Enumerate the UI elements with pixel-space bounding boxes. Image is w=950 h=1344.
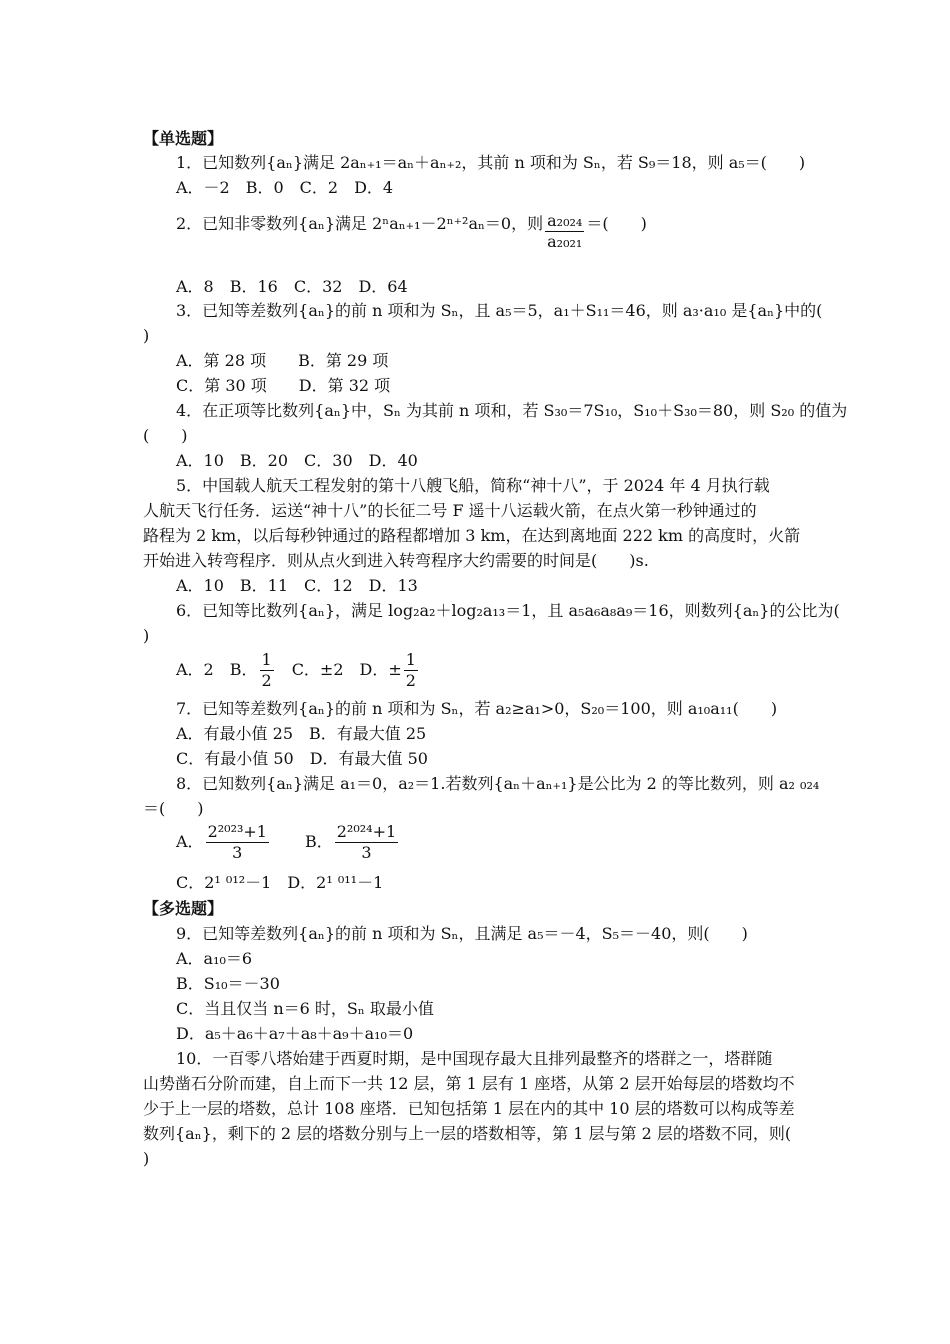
question-9-option-c: C．当且仅当 n＝6 时，Sₙ 取最小值 bbox=[176, 999, 434, 1018]
question-3-options-ab: A．第 28 项 B．第 29 项 bbox=[176, 351, 389, 370]
question-3-stem: 3．已知等差数列{aₙ}的前 n 项和为 Sₙ，且 a₅＝5，a₁＋S₁₁＝46，则 a₃·a₁₀ 是{aₙ}中的( bbox=[176, 301, 823, 320]
question-3-stem-cont: ) bbox=[143, 326, 150, 345]
question-2-stem-pre: 2．已知非零数列{aₙ}满足 2ⁿaₙ₊₁－2ⁿ⁺²aₙ＝0，则 bbox=[176, 214, 544, 233]
section-single-choice: 【单选题】 bbox=[143, 129, 224, 148]
question-9-option-b: B．S₁₀＝－30 bbox=[176, 974, 280, 993]
question-8-options-cd: C．2¹ ⁰¹²－1 D．2¹ ⁰¹¹－1 bbox=[176, 873, 384, 892]
fraction-denominator: a₂₀₂₁ bbox=[547, 232, 583, 251]
question-2-stem bbox=[176, 213, 647, 252]
question-6-stem-cont: ) bbox=[143, 626, 150, 645]
question-5-line-2: 人航天飞行任务．运送“神十八”的长征二号 F 遥十八运载火箭，在点火第一秒钟通过的 bbox=[143, 501, 757, 520]
fraction-denominator: 2 bbox=[405, 671, 416, 690]
one-half-fraction bbox=[260, 650, 274, 691]
question-8-options-ab bbox=[176, 822, 400, 863]
option-b-fraction bbox=[335, 822, 398, 863]
fraction-denominator: 3 bbox=[232, 843, 243, 862]
question-4-stem: 4．在正项等比数列{aₙ}中，Sₙ 为其前 n 项和，若 S₃₀＝7S₁₀，S₁₀＋S₃₀＝80，则 S₂₀ 的值为 bbox=[176, 401, 848, 420]
option-a-label: A． bbox=[176, 832, 204, 851]
question-3-options-cd: C．第 30 项 D．第 32 项 bbox=[176, 376, 391, 395]
question-10-line-2: 山势凿石分阶而建，自上而下一共 12 层，第 1 层有 1 座塔，从第 2 层开始每层的塔数均不 bbox=[143, 1074, 795, 1093]
question-10-line-4: 数列{aₙ}，剩下的 2 层的塔数分别与上一层的塔数相等，第 1 层与第 2 层的塔数不同，则( bbox=[143, 1124, 792, 1143]
question-4-options: A．10 B．20 C．30 D．40 bbox=[176, 451, 418, 470]
question-2-fraction bbox=[545, 211, 584, 252]
question-6-option-a: A．2 B． bbox=[176, 660, 258, 679]
question-8-stem-cont: ＝( ) bbox=[143, 799, 204, 818]
question-5-options: A．10 B．11 C．12 D．13 bbox=[176, 576, 418, 595]
question-10-line-3: 少于上一层的塔数，总计 108 座塔．已知包括第 1 层在内的其中 10 层的塔数可以构成等差 bbox=[143, 1099, 795, 1118]
section-multiple-choice: 【多选题】 bbox=[143, 899, 224, 918]
option-a-fraction bbox=[206, 822, 269, 863]
question-5-line-1: 5．中国载人航天工程发射的第十八艘飞船，简称“神十八”，于 2024 年 4 月执行载 bbox=[176, 476, 770, 495]
question-7-options-ab: A．有最小值 25 B．有最大值 25 bbox=[176, 724, 427, 743]
question-8-stem: 8．已知数列{aₙ}满足 a₁＝0，a₂＝1.若数列{aₙ＋aₙ₊₁}是公比为 2 的等比数列，则 a₂ ₀₂₄ bbox=[176, 774, 820, 793]
question-4-stem-cont: ( ) bbox=[143, 426, 188, 445]
question-6-stem: 6．已知等比数列{aₙ}，满足 log₂a₂＋log₂a₁₃＝1，且 a₅a₆a₈a₉＝16，则数列{aₙ}的公比为( bbox=[176, 601, 840, 620]
fraction-numerator: 1 bbox=[261, 650, 272, 669]
fraction-denominator: 3 bbox=[361, 843, 372, 862]
question-2-stem-post: ＝( ) bbox=[586, 214, 647, 233]
question-9-option-a: A．a₁₀＝6 bbox=[176, 949, 253, 968]
question-9-stem: 9．已知等差数列{aₙ}的前 n 项和为 Sₙ，且满足 a₅＝－4，S₅＝－40，则( ) bbox=[176, 924, 748, 943]
question-7-stem: 7．已知等差数列{aₙ}的前 n 项和为 Sₙ，若 a₂≥a₁>0，S₂₀＝100，则 a₁₀a₁₁( ) bbox=[176, 699, 778, 718]
question-10-line-5: ) bbox=[143, 1149, 150, 1168]
question-1-options: A．－2 B．0 C．2 D．4 bbox=[176, 178, 394, 197]
fraction-denominator: 2 bbox=[261, 671, 272, 690]
question-5-line-4: 开始进入转弯程序．则从点火到进入转弯程序大约需要的时间是( )s. bbox=[143, 551, 649, 570]
question-5-line-3: 路程为 2 km，以后每秒钟通过的路程都增加 3 km，在达到离地面 222 km 的高度时，火箭 bbox=[143, 526, 801, 545]
question-7-options-cd: C．有最小值 50 D．有最大值 50 bbox=[176, 749, 428, 768]
fraction-numerator: 2²⁰²⁴+1 bbox=[336, 822, 397, 841]
question-6-options bbox=[176, 650, 420, 691]
fraction-numerator: a₂₀₂₄ bbox=[547, 211, 583, 230]
question-6-option-cd: C．±2 D．± bbox=[275, 660, 402, 679]
option-b-label: B． bbox=[304, 832, 333, 851]
question-2-options: A．8 B．16 C．32 D．64 bbox=[176, 277, 408, 296]
question-9-option-d: D．a₅＋a₆＋a₇＋a₈＋a₉＋a₁₀＝0 bbox=[176, 1024, 414, 1043]
fraction-numerator: 2²⁰²³+1 bbox=[207, 822, 267, 841]
question-10-line-1: 10．一百零八塔始建于西夏时期，是中国现存最大且排列最整齐的塔群之一，塔群随 bbox=[176, 1049, 773, 1068]
question-1-stem: 1．已知数列{aₙ}满足 2aₙ₊₁＝aₙ＋aₙ₊₂，其前 n 项和为 Sₙ，若 S₉＝18，则 a₅＝( ) bbox=[176, 153, 806, 172]
fraction-numerator: 1 bbox=[405, 650, 416, 669]
plus-minus-half-fraction bbox=[404, 650, 418, 691]
